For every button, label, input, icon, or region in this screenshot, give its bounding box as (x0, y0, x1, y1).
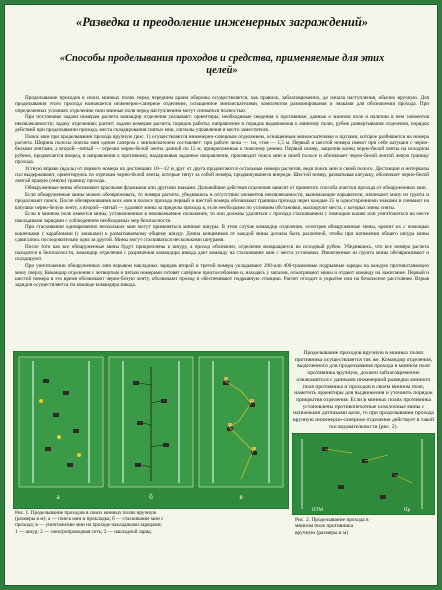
figure-1-diagram (13, 351, 289, 509)
caption-line: 1 — шнур; 2 — электропроводная сеть; 3 — накладной заряд. (15, 528, 152, 535)
caption-line: (размеры в м): а — поиск мин и прокладка; б — стаскивание мин с (15, 516, 164, 523)
caption-line: вручную (размеры в м) (295, 529, 349, 536)
paragraph: Если обнаруженные мины можно обезвреживать, то номера расчета, убедившись в отсутствии элементов неизвлекаемости, вынимающие взрыватели, извлекают мину из грунта и продолжают поиск. После обезвреживания всех мин в полосе прохода первый и шестой номера обозначают границы прохода через каждые 25 м односторонними знаками и снимают на катушки черно-белую ленту, а второй—пятый — удаляют мины за пределы прохода в, если необходимо по условиям обстановки, маскируют места, с которых мины сняты. (15, 191, 429, 211)
figure-1-caption (15, 510, 175, 535)
fig1-panel-a (19, 357, 103, 487)
fig1-panel-b (109, 357, 193, 487)
caption-line: Рис. 2. Проделывание прохода в (295, 517, 369, 523)
right-column-text (292, 350, 435, 430)
fig1-label-c: в (239, 493, 243, 501)
fig1-label-a: а (56, 493, 60, 501)
paragraph: Поиск мин при проделывании прохода вручную (рис. 1) осуществляется инженерно-саперным отделением, оснащенным миноискателями и щупами, которое разбивается на номера расчета. Ширина полосы поиска мин одним сапером с миноискателем составляет: при работе лежа — 1м, стоя — 1,5 м. Первый и шестой номера имеют при себе катушки с черно-белыми лентами, а второй—пятый — отрезки черно-белой ленты длиной по 15 м, прикрепленные к поясному ремню. Первый номер, закрепив конец черно-белой ленты на исходном рубеже, продвигается вперед, в направлении к противнику, выдерживая заданное направление, производит поиск мин в своей полосе и обозначает черно-белой лентой левую границу прохода. (15, 133, 429, 165)
fig2-label-ptm: ПТМ (312, 508, 324, 513)
paragraph: Обнаруженные мины обозначают красными флажками или другими знаками. Дальнейшие действия отделения зависят от принятого способа очистки прохода от обнаруженных мин. (25, 185, 427, 192)
caption-line: прохода; в — уничтожение мин на проходе накладными зарядами; (15, 522, 162, 529)
main-text (15, 95, 429, 289)
page-subtitle: «Способы проделывания проходов и средства, применяемые для этих целей» (59, 53, 385, 76)
paragraph: При стаскивании одновременно нескольких мин могут применяться минные шнуры. В этом случае командир отделения, осмотрев обнаруженные мины, крепит их с помощью кошечками с карабинами (с кошками) к разматываемому общему шнуру. Длина концевиков от каждой мины должна быть различной, чтобы при натяжении общего шнура мины сдвигались последовательно одна за другой. Мины могут стаскиваться несколькими шнурами. (15, 224, 429, 244)
page-title: «Разведка и преодоление инженерных заграждений» (75, 15, 369, 29)
fig1-label-b: б (149, 493, 153, 501)
paragraph: Устную вправо (вдоль) от первого номера на дистанциях 10—12 м друг от друга продвигаются остальные номера расчетов, ведя поиск мин в своей полосе. Дистанции и интервалы сил выдерживают, ориентируясь по отрезкам черно-белой ленты, которые тянут за собой номера, продвинувшиеся впереди. Шестой номер, разматывая катушку, обозначает черно-белой лентой правую (левую) границу прохода. (15, 165, 429, 185)
fig2-label-pr: Пр (404, 508, 411, 513)
figure-2-diagram (292, 433, 435, 515)
poster-frame (4, 4, 438, 586)
paragraph: Проделывание проходов в своих минных полях перед передним краем обороны осуществляется, как правило, заблаговременно, до начала наступления, обычно вручную. Для проделывания этого прохода назначается инженерно-саперное отделение, оснащенное миноискателями, комплектом разминирования и знаками для обозначения прохода. При определенных условиях отделению свои минные поля перед наступлением могут сниматься полностью. (15, 95, 429, 114)
paragraph: При уничтожении обнаруженных мин взрывом накладных зарядов второй и третий номера укладывают 200-или 400-граммовые подрывные заряды на каждую противотанковую мину сверху. Командир отделения с четвертым и пятым номерами готовят сапёрное приспособление и, находясь у запалов, осматривают мины и отдают команду на зажигание. Первый и шестой номера в это время обозначают черно-белую ленту, обозначают проход и обеспечивают подрывную станцию. Расчет отходит в укрытие или на безопасное расстояние. Взрыв зарядов осуществляется по команде командира взвода. (15, 263, 429, 289)
fig1-panel-c (199, 357, 283, 487)
caption-line: минном поле противника (295, 523, 354, 530)
caption-line: Рис. 1. Проделывание проходов в своих минных полях вручную (15, 510, 157, 516)
figure-2-caption (295, 517, 415, 536)
paragraph: Если в минном поле имеются мины, установленные в неизвлекаемое положение, то они должны удаляться с прохода стаскиванием с помощью кошек или уничтожаться на месте накладными зарядами с соблюдением необходимых мер безопасности. (15, 211, 429, 224)
paragraph: При постановке задачи номерам расчета командир отделения указывает: ориентиры; необходимые сведения о противнике; данные о минном поле и наличии в нем элементов неизвлекаемости; задачу отделению; расчет; задачи номерам расчета; порядок работы; направление и порядок выдвижения к минному полю, рубеж развертывания отделения, порядок действий при проделывании прохода, места складирования снятых мин, сигналы управления и место заместителя. (15, 114, 429, 133)
paragraph: После того как все обнаруженные мины будут прикреплены к шнуру, а проход обозначен, отделение возвращается на исходный рубеж. Убедившись, что все номера расчета находятся в безопасности, командир отделения с разрешения командира взвода дает команду на стаскивание мин с места установки. Извлеченные из грунта мины обезвреживают и складируют. (15, 243, 429, 263)
paragraph: Проделывание проходов вручную в минных полях противника осуществляется так же. Командир отделения, выделенного для проделывания прохода в минном поле противника вручную, должен заблаговременно ознакомиться с данными инженерной разведки минного поля противника и проходов в своем минном поле, наметить ориентиры для выдвижения и уточнить порядок прикрытия отделения. Если в минных полях противника установлены противопехотные осколочные мины с натяжными датчиками цели, то при проделывании прохода вручную инженерно-саперное отделение действует в такой последовательности (рис. 2). (292, 350, 435, 430)
